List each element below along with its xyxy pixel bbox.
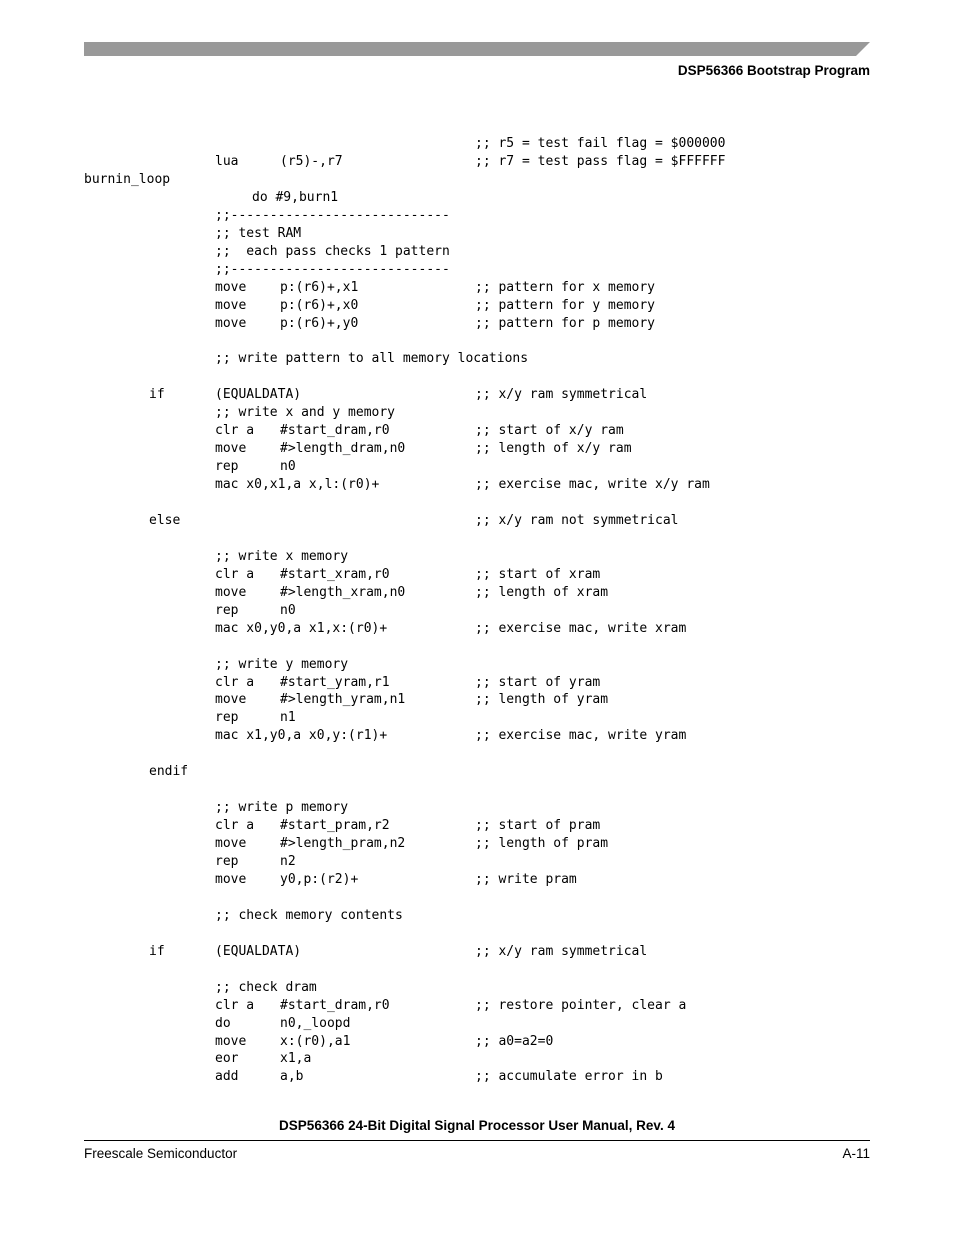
footer-company: Freescale Semiconductor xyxy=(84,1146,238,1161)
code-op: move xyxy=(215,1033,247,1049)
code-line xyxy=(0,261,954,279)
code-line xyxy=(0,422,954,440)
code-line xyxy=(0,817,954,835)
code-line xyxy=(0,584,954,602)
code-op: clr a xyxy=(215,818,255,834)
code-line xyxy=(0,763,954,781)
code-line xyxy=(0,368,954,386)
code-comment: ;; pattern for y memory xyxy=(475,297,656,313)
code-op: ;; each pass checks 1 pattern xyxy=(215,243,450,259)
code-line xyxy=(0,171,954,189)
header-bar-shape xyxy=(84,42,870,56)
code-op: move xyxy=(215,441,247,457)
code-op: clr a xyxy=(215,674,255,690)
code-op: ;; write pattern to all memory locations xyxy=(215,351,529,367)
code-line xyxy=(0,458,954,476)
code-op: ;; write x and y memory xyxy=(215,405,396,421)
code-line xyxy=(0,943,954,961)
code-comment: ;; restore pointer, clear a xyxy=(475,997,687,1013)
code-line xyxy=(0,530,954,548)
code-comment: ;; length of x/y ram xyxy=(475,441,632,457)
code-line xyxy=(0,404,954,422)
header-bar xyxy=(84,42,870,56)
code-arg: #>length_yram,n1 xyxy=(280,692,406,708)
code-op: rep xyxy=(215,459,239,475)
code-arg: n0 xyxy=(280,459,296,475)
code-arg: p:(r6)+,x1 xyxy=(280,279,359,295)
code-line xyxy=(0,279,954,297)
code-line xyxy=(0,925,954,943)
code-line xyxy=(0,566,954,584)
code-op: ;; check memory contents xyxy=(215,907,403,923)
code-op: move xyxy=(215,836,247,852)
code-arg: n0,_loopd xyxy=(280,1015,351,1031)
code-line xyxy=(0,871,954,889)
code-line xyxy=(0,207,954,225)
code-comment: ;; start of x/y ram xyxy=(475,423,624,439)
code-arg: n2 xyxy=(280,854,296,869)
code-op: ;;---------------------------- xyxy=(215,207,450,223)
code-arg: n1 xyxy=(280,710,296,726)
code-line xyxy=(0,1050,954,1068)
code-op: clr a xyxy=(215,997,255,1013)
code-line xyxy=(0,674,954,692)
code-op: (EQUALDATA) xyxy=(215,387,302,403)
code-line xyxy=(0,548,954,566)
code-line xyxy=(0,691,954,709)
footer-page-number: A-11 xyxy=(842,1146,870,1161)
code-comment: ;; length of yram xyxy=(475,692,609,708)
code-line xyxy=(0,189,954,207)
code-comment: ;; r5 = test fail flag = $000000 xyxy=(475,136,726,151)
code-comment: ;; exercise mac, write yram xyxy=(475,728,687,744)
code-comment: ;; accumulate error in b xyxy=(475,1069,663,1085)
code-line xyxy=(0,907,954,925)
code-line xyxy=(0,961,954,979)
code-arg: x:(r0),a1 xyxy=(280,1033,351,1049)
code-op: move xyxy=(215,315,247,331)
code-line xyxy=(0,440,954,458)
code-op: eor xyxy=(215,1051,239,1067)
code-line xyxy=(0,297,954,315)
code-comment: ;; pattern for x memory xyxy=(475,279,656,295)
code-op: move xyxy=(215,871,247,887)
code-comment: ;; x/y ram symmetrical xyxy=(475,943,648,959)
code-line xyxy=(0,709,954,727)
code-arg: #start_yram,r1 xyxy=(280,674,390,690)
code-line xyxy=(0,799,954,817)
code-op: ;; test RAM xyxy=(215,225,302,241)
code-op: (EQUALDATA) xyxy=(215,943,302,959)
code-arg: n0 xyxy=(280,602,296,618)
code-line xyxy=(0,727,954,745)
code-op: add xyxy=(215,1069,239,1085)
code-arg: p:(r6)+,x0 xyxy=(280,297,359,313)
code-comment: ;; start of yram xyxy=(475,674,601,690)
code-op: move xyxy=(215,297,247,313)
code-op: ;; check dram xyxy=(215,979,317,995)
code-line xyxy=(0,835,954,853)
code-op: ;; write p memory xyxy=(215,800,349,816)
code-line xyxy=(0,386,954,404)
code-line xyxy=(0,1068,954,1086)
code-comment: ;; length of pram xyxy=(475,836,609,852)
code-label: burnin_loop xyxy=(84,171,171,187)
code-op: rep xyxy=(215,710,239,726)
code-op: rep xyxy=(215,854,239,869)
code-arg: #start_xram,r0 xyxy=(280,566,390,582)
code-comment: ;; x/y ram not symmetrical xyxy=(475,512,679,528)
code-label: if xyxy=(149,387,165,403)
code-line xyxy=(0,997,954,1015)
code-line xyxy=(0,781,954,799)
code-arg: #>length_pram,n2 xyxy=(280,836,406,852)
code-arg: y0,p:(r2)+ xyxy=(280,871,359,887)
code-line xyxy=(0,656,954,674)
code-line xyxy=(0,350,954,368)
code-line xyxy=(0,638,954,656)
code-arg: do #9,burn1 xyxy=(252,189,339,205)
code-line xyxy=(0,476,954,494)
code-comment: ;; exercise mac, write x/y ram xyxy=(475,477,710,493)
code-line xyxy=(0,512,954,530)
code-comment: ;; a0=a2=0 xyxy=(475,1033,554,1049)
code-op: move xyxy=(215,279,247,295)
code-arg: x1,a xyxy=(280,1051,312,1067)
code-arg: #>length_dram,n0 xyxy=(280,441,406,457)
footer-manual-title: DSP56366 24-Bit Digital Signal Processor User Manual, Rev. 4 xyxy=(279,1118,675,1133)
code-line xyxy=(0,225,954,243)
code-line xyxy=(0,135,954,153)
code-op: mac x0,y0,a x1,x:(r0)+ xyxy=(215,620,388,636)
code-op: do xyxy=(215,1015,231,1031)
code-op: lua xyxy=(215,153,239,169)
code-line xyxy=(0,1033,954,1051)
section-title: DSP56366 Bootstrap Program xyxy=(677,63,870,78)
footer-divider xyxy=(84,1140,870,1141)
code-line xyxy=(0,243,954,261)
code-comment: ;; start of pram xyxy=(475,818,601,834)
code-op: move xyxy=(215,692,247,708)
code-op: ;;---------------------------- xyxy=(215,261,450,277)
code-op: clr a xyxy=(215,423,255,439)
code-comment: ;; length of xram xyxy=(475,584,609,600)
code-comment: ;; start of xram xyxy=(475,566,601,582)
code-comment: ;; exercise mac, write xram xyxy=(475,620,687,636)
code-op: mac x1,y0,a x0,y:(r1)+ xyxy=(215,728,388,744)
code-comment: ;; r7 = test pass flag = $FFFFFF xyxy=(475,153,726,169)
code-arg: #>length_xram,n0 xyxy=(280,584,406,600)
code-op: move xyxy=(215,584,247,600)
code-line xyxy=(0,602,954,620)
code-line xyxy=(0,332,954,350)
code-arg: p:(r6)+,y0 xyxy=(280,315,359,331)
code-comment: ;; x/y ram symmetrical xyxy=(475,387,648,403)
code-arg: #start_dram,r0 xyxy=(280,997,390,1013)
code-arg: #start_pram,r2 xyxy=(280,818,390,834)
code-op: ;; write y memory xyxy=(215,656,349,672)
code-label: if xyxy=(149,943,165,959)
code-line xyxy=(0,979,954,997)
code-arg: (r5)-,r7 xyxy=(280,153,343,169)
code-line xyxy=(0,620,954,638)
code-op: mac x0,x1,a x,l:(r0)+ xyxy=(215,477,380,493)
code-line xyxy=(0,315,954,333)
code-op: rep xyxy=(215,602,239,618)
code-label: else xyxy=(149,512,181,528)
code-line xyxy=(0,494,954,512)
code-line xyxy=(0,853,954,871)
code-label: endif xyxy=(149,764,189,780)
code-arg: a,b xyxy=(280,1069,304,1085)
code-op: ;; write x memory xyxy=(215,548,349,564)
code-line xyxy=(0,153,954,171)
code-comment: ;; write pram xyxy=(475,871,577,887)
code-line xyxy=(0,745,954,763)
code-arg: #start_dram,r0 xyxy=(280,423,390,439)
code-op: clr a xyxy=(215,566,255,582)
code-line xyxy=(0,889,954,907)
code-line xyxy=(0,1015,954,1033)
code-comment: ;; pattern for p memory xyxy=(475,315,656,331)
